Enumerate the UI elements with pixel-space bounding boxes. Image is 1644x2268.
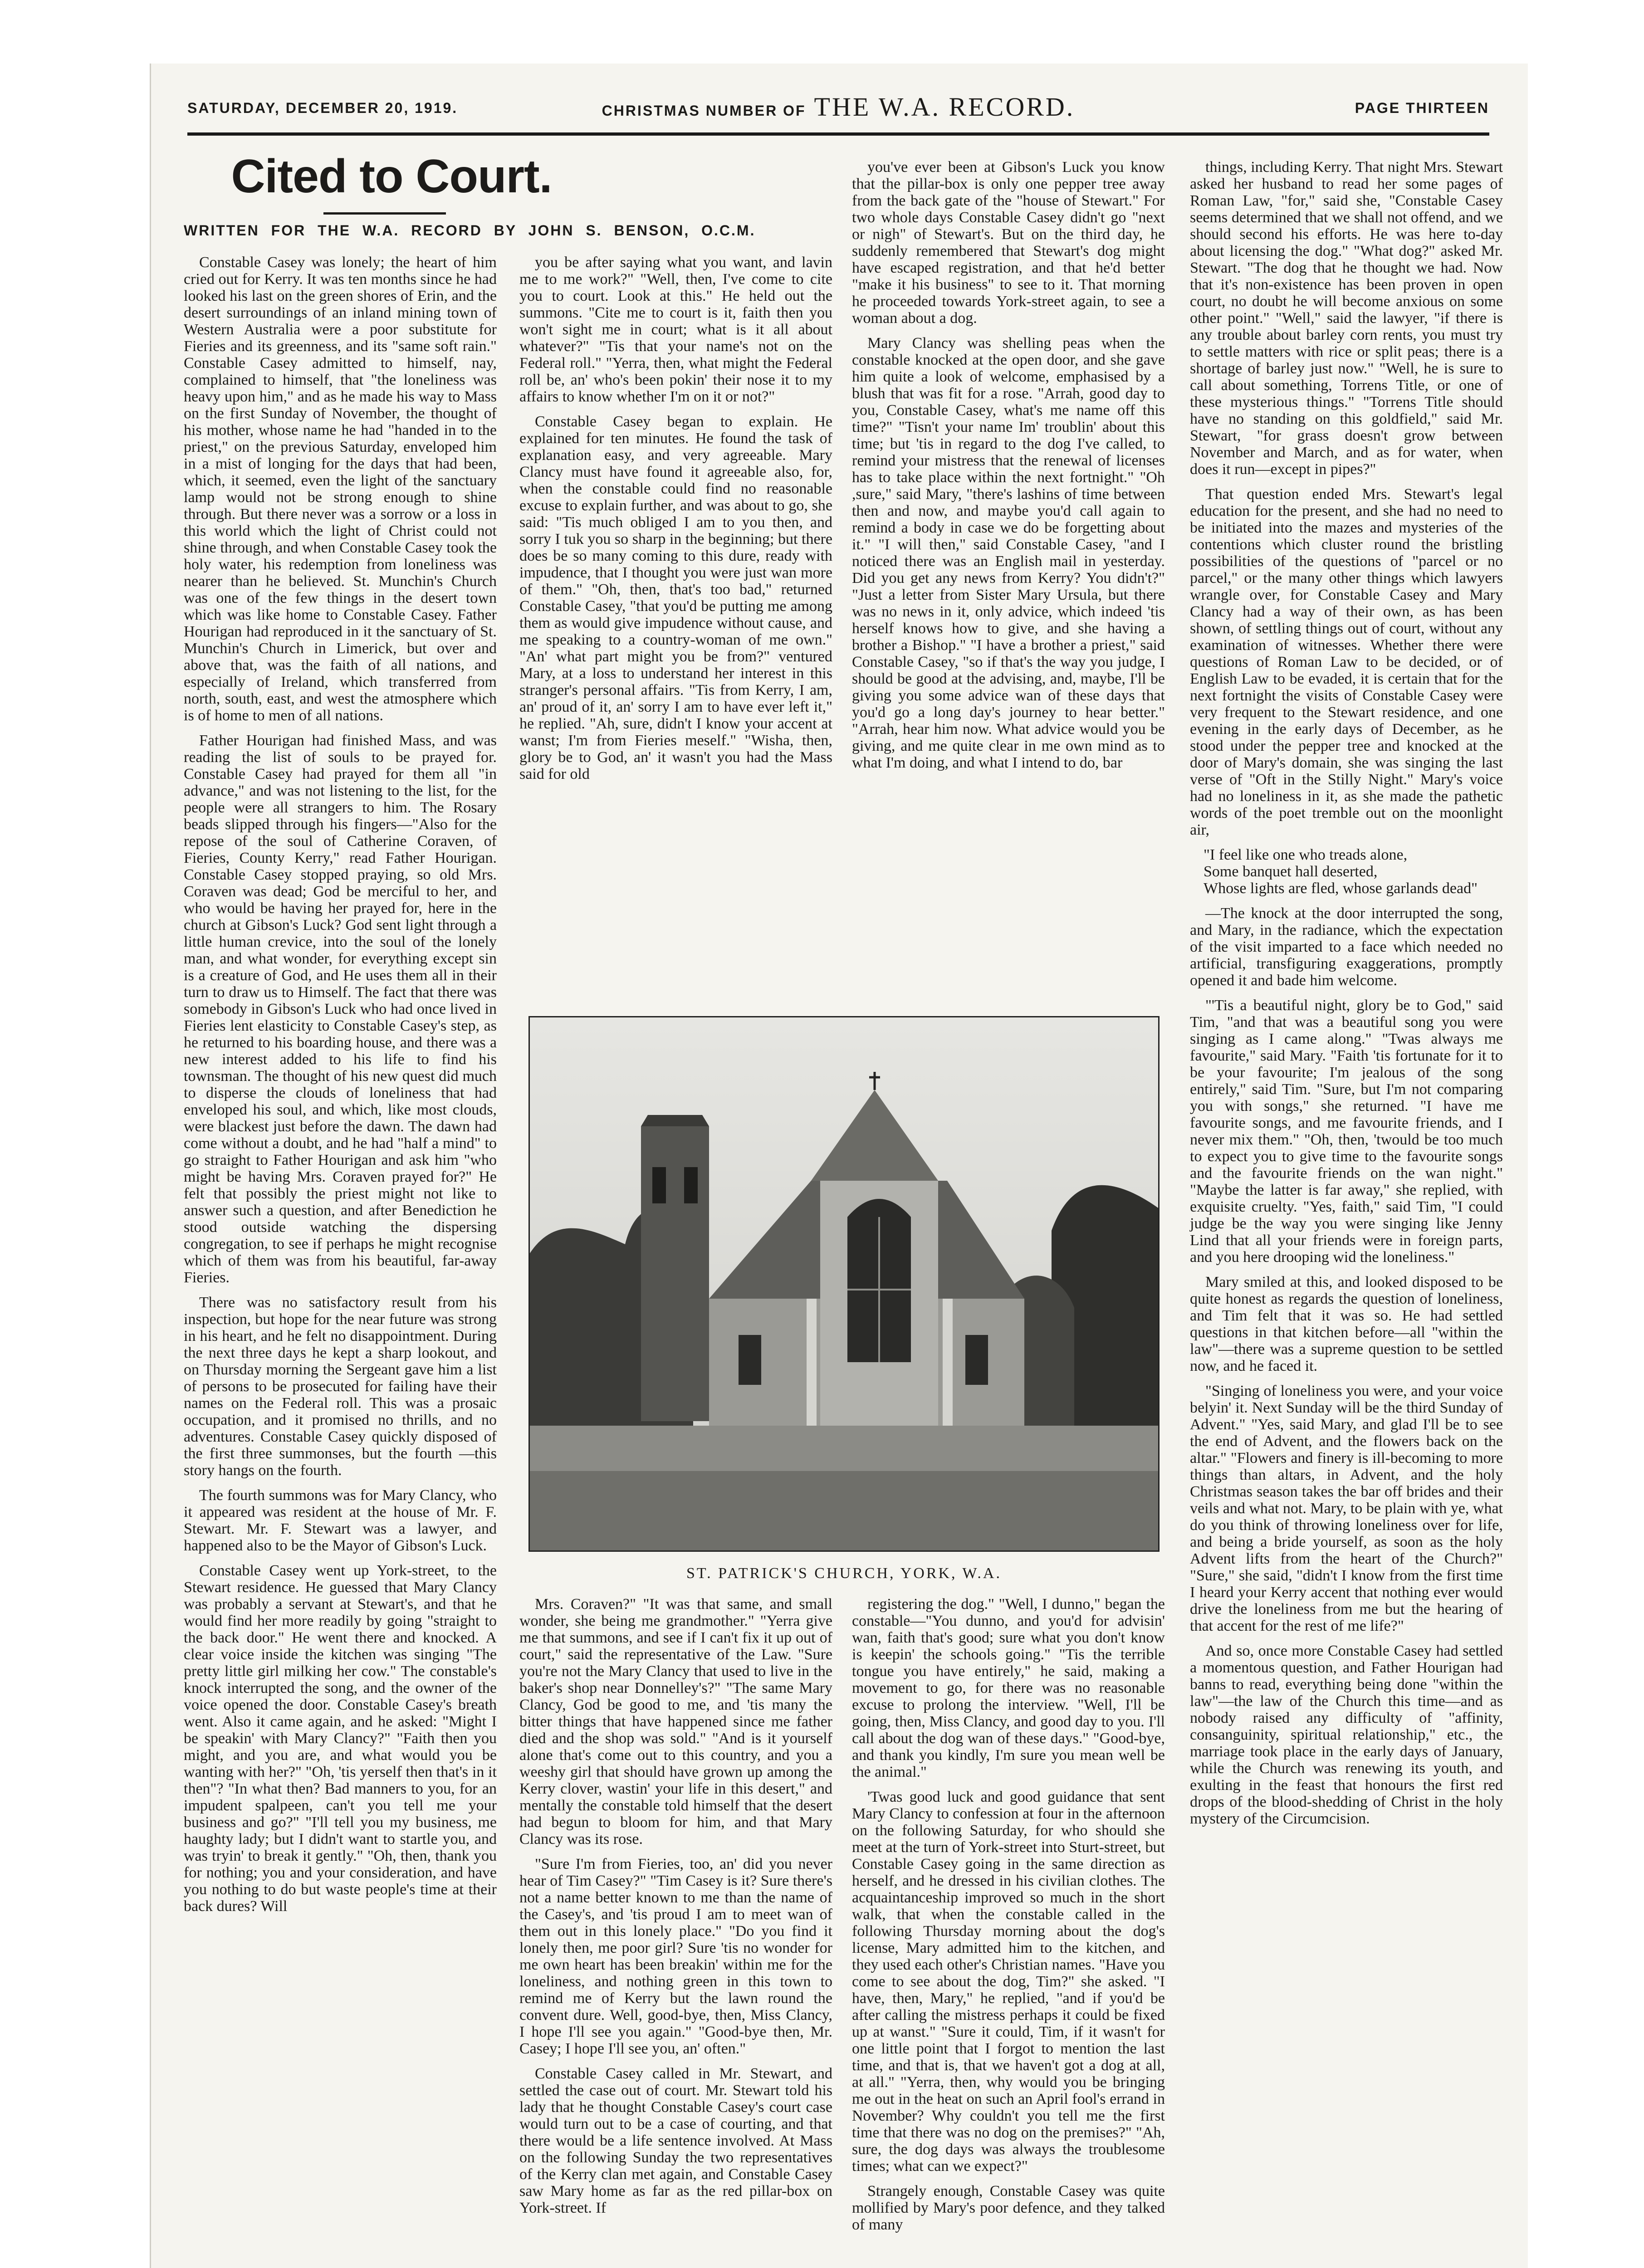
article-paragraph: Mary Clancy was shelling peas when the constable knocked at the open door, and she gave him quite a look of welcome, emphasised by a blush that was fit for a rose. "Arrah, good day to you, Constable Casey, what's me name off this time?" "Tisn't your name Im' troublin' about this time; but 'tis in regard to the dog I've called, to remind your mistress that the renewal of licenses has to take place within the next fortnight." "Oh ,sure," said Mary, "there's lashins of time between then and now, and maybe you'd call again to remind a body in case we do be forgetting about it." "I will then," said Constable Casey, "and I noticed there was an English mail in yesterday. Did you get any news from Kerry? You didn't?" "Just a letter from Sister Mary Ursula, but there was no news in it, only advice, which indeed 'tis herself knows how to give, and she having a brother a Bishop." "I have a brother a priest," said Constable Casey, "so if that's the way you judge, I should be good at the advising, and, maybe, I'll be giving you some advice wan of these days that you'd go a long day's journey to hear better." "Arrah, hear him now. What advice would you be giving, and me quite clear in me own mind as to what I'm doing, and what I intend to do, bar	[852, 335, 1165, 771]
article-paragraph: Strangely enough, Constable Casey was quite mollified by Mary's poor defence, and they talked of many	[852, 2183, 1165, 2233]
article-paragraph: Constable Casey went up York-street, to the Stewart residence. He guessed that Mary Clancy was probably a servant at Stewart's, and that he would find her more readily by going "straight to the back door." He went there and knocked. A clear voice inside the kitchen was singing "The pretty little girl milking her cow." The constable's knock interrupted the song, and the owner of the voice opened the door. Constable Casey's breath went. Also it came again, and he asked: "Might I be speakin' with Mary Clancy?" "Faith then you might, and you are, and what would you be wanting with her?" "Oh, 'tis yerself then that's in it then"? "In what then? Bad manners to you, for an impudent spalpeen, can't you tell me your business and go?" "I'll tell you my business, me haughty lady; but I didn't want to startle you, and was tryin' to break it gently." "Oh, then, thank you for nothing; you and your consideration, and have you nothing to do but waste people's time at their back dures? Will	[184, 1562, 497, 1915]
article-paragraph: registering the dog." "Well, I dunno," began the constable—"You dunno, and you'd for advisin' wan, faith that's good; sure what you don't know is keepin' the schools going." "Tis the terrible tongue you have entirely," he said, making a movement to go, for there was no reasonable excuse to prolong the interview. "Well, I'll be going, then, Miss Clancy, and good day to you. I'll call about the dog wan of these days." "Good-bye, and thank you kindly, I'm sure you mean well be the animal."	[852, 1596, 1165, 1780]
poem-verse	[1204, 846, 1503, 897]
page-header	[187, 92, 1489, 136]
article-paragraph: —The knock at the door interrupted the song, and Mary, in the radiance, which the expectation of the visit imparted to a face which needed no artificial, transfiguring exaggerations, promptly opened it and bade him welcome.	[1190, 905, 1503, 989]
article-paragraph: "Sure I'm from Fieries, too, an' did you never hear of Tim Casey?" "Tim Casey is it? Sure there's not a name better known to me than the name of the Casey's, and 'tis proud I am to meet wan of them out in this lonely place." "Do you find it lonely then, me poor girl? Sure 'tis no wonder for me own heart has been breakin' within me for the loneliness, and nothing green in this town to remind me of Kerry but the lawn round the convent dure. Well, good-bye, then, Miss Clancy, I hope I'll see you again." "Good-bye then, Mr. Casey; I hope I'll see you, an' often."	[519, 1856, 832, 2057]
newspaper-page	[150, 64, 1528, 2268]
article-paragraph: "'Tis a beautiful night, glory be to God," said Tim, "and that was a beautiful song you were singing as I came along." "Twas always me favourite," said Mary. "Faith 'tis fortunate for it to be your favourite; I'm jealous of the song entirely," said Tim. "Sure, but I'm not comparing you with songs," she returned. "I have me favourite songs, and me favourite friends, and I never mix them." "Oh, then, 'twould be too much to expect you to give time to the favourite songs and the favourite friends on the wan night." "Maybe the latter is far away," she replied, with exquisite cruelty. "Yes, faith," said Tim, "I could judge be the way you were singing like Jenny Lind that all your friends were in foreign parts, and you here drooping wid the loneliness."	[1190, 997, 1503, 1266]
article-paragraph: things, including Kerry. That night Mrs. Stewart asked her husband to read her some pages of Roman Law, "for," said she, "Constable Casey seems determined that we shall not offend, and we should second his efforts. He was here to-day about licensing the dog." "What dog?" asked Mr. Stewart. "The dog that he thought we had. Now that it's non-existence has been proven in open court, no doubt he will become anxious on some other point." "Well," said the lawyer, "if there is any trouble about barley corn rents, you must try to settle matters with rice or split peas; there is a shortage of barley just now." "Well, he is sure to call about something, Torrens Title, or one of these mysterious things." "Torrens Title should have no standing on this goldfield," said Mr. Stewart, "for grass doesn't grow between November and March, and as for water, when does it run—except in pipes?"	[1190, 159, 1503, 478]
article-paragraph: 'Twas good luck and good guidance that sent Mary Clancy to confession at four in the afternoon on the following Saturday, for who should she meet at the turn of York-street into Sturt-street, but Constable Casey going in the same direction as herself, and he dressed in his civilian clothes. The acquaintanceship improved so much in the short walk, that when the constable called in the following Thursday morning about the dog's license, Mary admitted him to the kitchen, and they used each other's Christian names. "Have you come to see about the dog, Tim?" she asked. "I have, then, Mary," he replied, "and if you'd be after calling the mistress perhaps it could be fixed up at wanst." "Sure it could, Tim, if it wasn't for one little point that I forgot to mention the last time, and that is, that we haven't got a dog at all, at all." "Yerra, then, why would you be bringing me out in the heat on such an April fool's errand in November? Why couldn't you tell me the first time that there was no dog on the premises?" "Ah, sure, the dog days was always the troublesome times; what can we expect?"	[852, 1789, 1165, 2175]
article-paragraph: Father Hourigan had finished Mass, and was reading the list of souls to be prayed for. Constable Casey had prayed for them all "in advance," and was not listening to the list, for the people were all strangers to him. The Rosary beads slipped through his fingers—"Also for the repose of the soul of Catherine Coraven, of Fieries, County Kerry," read Father Hourigan. Constable Casey stopped praying, so old Mrs. Coraven was dead; God be merciful to her, and who would be having her prayed for, here in the church at Gibson's Luck? God sent light through a little human crevice, into the soul of the lonely man, and what wonder, for everything except sin is a creature of God, and He uses them all in their turn to draw us to Himself. The fact that there was somebody in Gibson's Luck who had once lived in Fieries lent elasticity to Constable Casey's step, as he returned to his boarding house, and there was a new interest added to his life to find his townsman. The thought of his new quest did much to disperse the clouds of loneliness that had enveloped his soul, and which, like most clouds, were blackest just before the dawn. The dawn had come without a doubt, and he had "half a mind" to go straight to Father Hourigan and ask him "who might be having Mrs. Coraven prayed for?" He felt that possibly the priest might not like to answer such a question, and after Benediction he stood outside watching the dispersing congregation, to see if perhaps he might recognise which of them was from his beautiful, far-away Fieries.	[184, 732, 497, 1286]
column-3	[852, 159, 1165, 779]
article-paragraph: Constable Casey began to explain. He explained for ten minutes. He found the task of explanation easy, and very agreeable. Mary Clancy must have found it agreeable also, for, when the constable could find no reasonable excuse to explain further, and was about to go, she said: "Tis much obliged I am to you then, and sorry I tuk you so sharp in the beginning; but there does be so many coming to this dure, ready with impudence, that I thought you were just wan more of them." "Oh, then, that's too bad," returned Constable Casey, "that you'd be putting me among them as would give impudence without cause, and me speaking to a country-woman of me own." "An' what part might you be from?" ventured Mary, at a loss to understand her interest in this stranger's personal affairs. "Tis from Kerry, I am, an' proud of it, an' sorry I am to have ever left it," he replied. "Ah, sure, didn't I know your accent at wanst; I'm from Fieries meself." "Wisha, then, glory be to God, an' it wasn't you had the Mass said for old	[519, 413, 832, 782]
header-issue: CHRISTMAS NUMBER OF	[602, 103, 806, 119]
header-masthead	[187, 92, 1489, 122]
article-paragraph: you be after saying what you want, and lavin me to me work?" "Well, then, I've come to cite you to court. Look at this." He held out the summons. "Cite me to court is it, faith then you won't sight me in court; what is it all about whatever?" "Tis that your name's not on the Federal roll." "Yerra, then, what might the Federal roll be, an' who's been pokin' their nose it to my affairs to know whether I'm on it or not?"	[519, 254, 832, 405]
article-paragraph: The fourth summons was for Mary Clancy, who it appeared was resident at the house of Mr. F. Stewart. Mr. F. Stewart was a lawyer, and happened also to be the Mayor of Gibson's Luck.	[184, 1487, 497, 1554]
header-page-number: PAGE THIRTEEN	[1355, 100, 1489, 116]
article-title: Cited to Court.	[231, 150, 552, 203]
article-paragraph: you've ever been at Gibson's Luck you know that the pillar-box is only one pepper tree away from the back gate of the "house of Stewart." For two whole days Constable Casey didn't go "next or nigh" of Stewart's. But on the third day, he suddenly remembered that Stewart's dog might have escaped registration, and that he'd better "make it his business" to see to it. That morning he proceeded towards York-street again, to see a woman about a dog.	[852, 159, 1165, 327]
column-3-lower	[852, 1596, 1165, 2241]
title-rule	[323, 212, 446, 215]
church-photograph	[528, 1016, 1160, 1552]
article-paragraph: Constable Casey called in Mr. Stewart, and settled the case out of court. Mr. Stewart told his lady that he thought Constable Casey's court case would turn out to be a case of courting, and that there would be a life sentence involved. At Mass on the following Sunday the two representatives of the Kerry clan met again, and Constable Casey saw Mary home as far as the red pillar-box on York-street. If	[519, 2065, 832, 2216]
verse-line: Whose lights are fled, whose garlands dead"	[1204, 880, 1478, 897]
column-2-lower	[519, 1596, 832, 2224]
article-paragraph: Mary smiled at this, and looked disposed to be quite honest as regards the question of loneliness, and Tim felt that it was so. He had settled questions in that kitchen before—all "within the law"—there was a supreme question to be settled now, and he faced it.	[1190, 1274, 1503, 1374]
verse-line: Some banquet hall deserted,	[1204, 863, 1378, 880]
article-paragraph: There was no satisfactory result from his inspection, but hope for the near future was strong in his heart, and he felt no disappointment. During the next three days he kept a sharp lookout, and on Thursday morning the Sergeant gave him a list of persons to be prosecuted for failing have their names on the Federal roll. This was a prosaic occupation, and it promised no thrills, and no adventures. Constable Casey quickly disposed of the first three summonses, but the fourth —this story hangs on the fourth.	[184, 1294, 497, 1479]
article-byline: WRITTEN FOR THE W.A. RECORD BY JOHN S. BENSON, O.C.M.	[184, 222, 756, 239]
header-date: SATURDAY, DECEMBER 20, 1919.	[187, 100, 458, 116]
column-1	[184, 254, 497, 1923]
header-paper-name: THE W.A. RECORD.	[814, 92, 1075, 122]
article-paragraph: Mrs. Coraven?" "It was that same, and small wonder, she being me grandmother." "Yerra give me that summons, and see if I can't fix it up out of court," said the representative of the Law. "Sure you're not the Mary Clancy that used to live in the baker's shop near Donnelley's?" "The same Mary Clancy, God be good to me, and 'tis many the bitter things that have happened since me father died and the shop was sold." "And is it yourself alone that's come out to this country, and you a weeshy girl that should have grown up among the Kerry clover, wastin' your life in this desert," and mentally the constable told himself that the desert had begun to bloom for him, and that Mary Clancy was its rose.	[519, 1596, 832, 1848]
article-paragraph: "Singing of loneliness you were, and your voice belyin' it. Next Sunday will be the third Sunday of Advent." "Yes, said Mary, and glad I'll be to see the end of Advent, and the flowers back on the altar." "Flowers and finery is ill-becoming to more things than altars, in Advent, and the holy Christmas season takes the bar off brides and their veils and what not. Mary, to be plain with ye, what do you think of throwing loneliness over for life, and being a bride yourself, as soon as the holy Advent lifts from the heart of the Church?" "Sure," she said, "didn't I know from the first time I heard your Kerry accent that nothing ever would drive the loneliness from me but the hearing of that accent for the rest of me life?"	[1190, 1383, 1503, 1634]
article-paragraph: Constable Casey was lonely; the heart of him cried out for Kerry. It was ten months since he had looked his last on the green shores of Erin, and the desert surroundings of an inland mining town of Western Australia were a poor substitute for Fieries and its greenness, and its "same soft rain." Constable Casey admitted to himself, nay, complained to himself, that "the loneliness was heavy upon him," and as he made his way to Mass on the first Sunday of November, the thought of his mother, whose name he had "handed in to the priest," on the previous Saturday, enveloped him in a mist of longing for the days that had been, which, it seemed, even the light of the sanctuary lamp would not be strong enough to shine through. But there never was a sorrow or a loss in this world which the light of Christ could not shine through, and when Constable Casey took the holy water, his redemption from loneliness was nearer than he believed. St. Munchin's Church was one of the few things in the desert town which was like home to Constable Casey. Father Hourigan had reproduced in it the sanctuary of St. Munchin's Church in Limerick, but over and above that, was the faith of all nations, and especially of Ireland, which transferred from north, south, east, and west the atmosphere which is of home to men of all nations.	[184, 254, 497, 724]
column-2	[519, 254, 832, 791]
article-paragraph: That question ended Mrs. Stewart's legal education for the present, and she had no need to be initiated into the mazes and mysteries of the contentions which cluster round the bristling possibilities of the questions of "parcel or no parcel," or the many other things which lawyers wrangle over, for Constable Casey and Mary Clancy had a way of their own, as has been shown, of settling things out of court, without any examination of witnesses. Whether there were questions of Roman Law to be decided, or of English Law to be evaded, it is certain that for the next fortnight the visits of Constable Casey were very frequent to the Stewart residence, and one evening in the early days of December, as he stood under the pepper tree and knocked at the door of Mary's domain, she was singing the last verse of "Oft in the Stilly Night." Mary's voice had no loneliness in it, as she made the pathetic words of the poet tremble out on the moonlight air,	[1190, 486, 1503, 838]
verse-line: "I feel like one who treads alone,	[1204, 846, 1408, 863]
photo-caption: ST. PATRICK'S CHURCH, YORK, W.A.	[686, 1565, 1002, 1582]
article-paragraph: And so, once more Constable Casey had settled a momentous question, and Father Hourigan had banns to read, everything being done "within the law"—the law of the Church this time—and as nobody raised any difficulty of "affinity, consanguinity, spiritual relationship," etc., the marriage took place in the early days of January, while the Church was renewing its youth, and exulting in the feast that honours the first red drops of the blood-shedding of Christ in the holy mystery of the Circumcision.	[1190, 1642, 1503, 1827]
church-image	[530, 1017, 1158, 1550]
column-4	[1190, 159, 1503, 1835]
